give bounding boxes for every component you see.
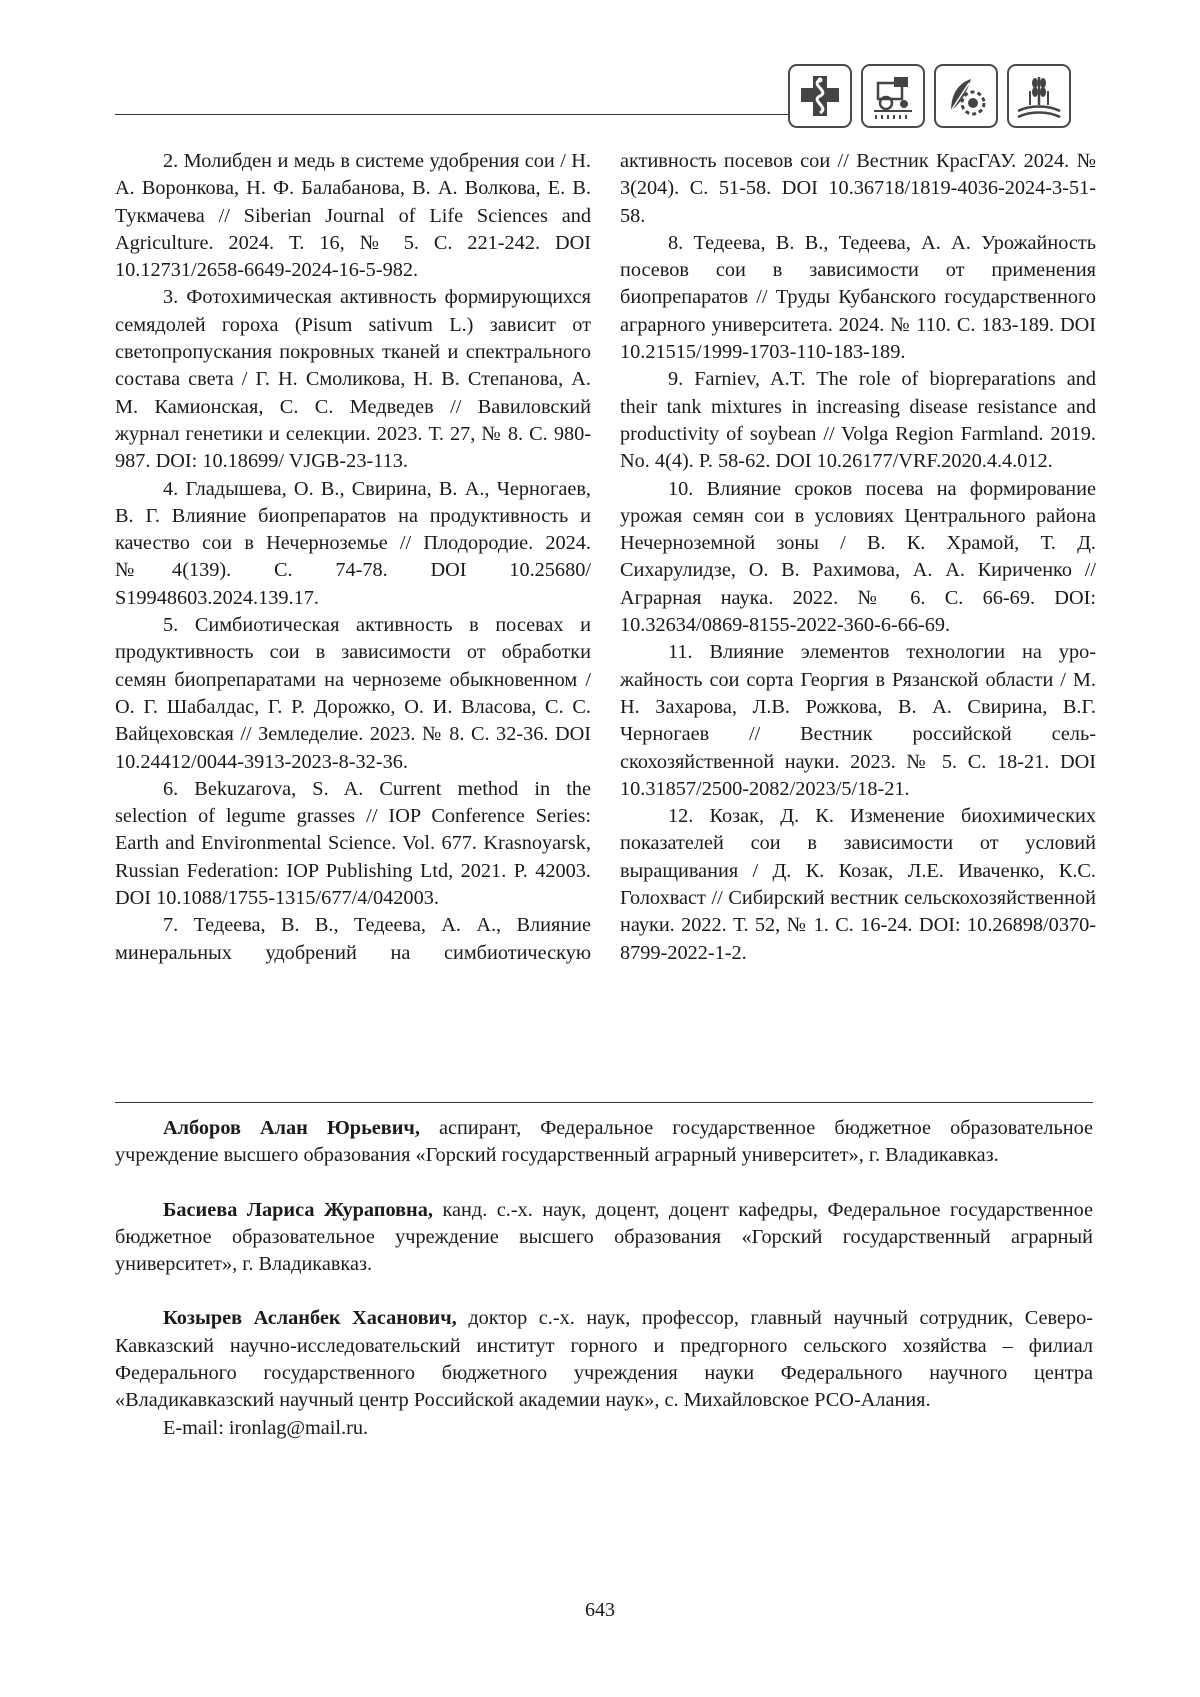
page-number: 643 bbox=[585, 1599, 615, 1621]
reference-item: 9. Farniev, A.T. The role of biopreparations and their tank mixtures in increasing disease resistance and productivity of soybean // Volga Region Farmland. 2019. No. 4(4). P. 58-62. DOI 10.26177/VRF.2020.4.4.012. bbox=[620, 368, 1096, 473]
header-icons bbox=[788, 64, 1071, 128]
author-entry bbox=[115, 1115, 1093, 1170]
reference-item: 11. Влияние элементов технологии на урожайность сои сорта Георгия в Рязанской области / М. Н. Захарова, Л.В. Рожкова, В. А. Свирина, В.Г. Черногаев // Вестник российской сельскохозяйственной науки. 2023. № 5. С. 18-21. DOI 10.31857/2500-2082/2023/5/18-21. bbox=[620, 641, 1096, 800]
reference-item: 8. Тедеева, В. В., Тедеева, А. А. Урожайность посевов сои в зависимости от применения биопрепаратов // Труды Кубанского государственного аграрного университета. 2024. № 110. С. 183-189. DOI 10.21515/1999-1703-110-183-189. bbox=[620, 231, 1096, 364]
references-column-left bbox=[115, 148, 591, 967]
author-entry bbox=[115, 1305, 1093, 1414]
reference-item-continuation: активность посевов сои // Вестник КрасГАУ. 2024. № 3(204). С. 51-58. DOI 10.36718/1819-4036-2024-3-51-58. bbox=[620, 150, 1096, 227]
author-name: Алборов Алан Юрьевич, bbox=[163, 1117, 420, 1139]
contact-email: E-mail: ironlag@mail.ru. bbox=[163, 1416, 369, 1439]
author-entry bbox=[115, 1197, 1093, 1279]
author-details: канд. с.-х. наук, доцент, доцент кафедры, Федеральное государственное бюджетное образовательное учреждение высшего образования «Горский государственный аграрный университет», г. Владикавказ. bbox=[115, 1198, 1094, 1276]
author-name: Басиева Лариса Жураповна, bbox=[163, 1198, 433, 1221]
header-rule bbox=[115, 114, 795, 115]
author-name: Козырев Асланбек Хасанович, bbox=[163, 1307, 457, 1330]
reference-item: 6. Bekuzarova, S. A. Current method in the selection of legume grasses // IOP Conference Series: Earth and Environmental Science. Vol. 677. Krasnoyarsk, Russian Federation: IOP Publishing Ltd, 2021. P. 42003. DOI 10.1088/1755-1315/677/4/042003. bbox=[115, 777, 591, 910]
medical-cross-snake-icon bbox=[788, 64, 852, 128]
reference-item: 7. Тедеева, В. В., Тедеева, А. А., Влияние минеральных удобрений на симбиотическую bbox=[115, 914, 591, 964]
wheat-field-icon bbox=[1007, 64, 1071, 128]
reference-item: 12. Козак, Д. К. Изменение биохимических показателей сои в зависимости от условий выращивания / Д. К. Козак, Л.Е. Иваченко, К.С. Голохваст // Сибирский вестник сельскохозяйственной науки. 2022. Т. 52, № 1. С. 16-24. DOI: 10.26898/0370-8799-2022-1-2. bbox=[620, 805, 1096, 964]
reference-item: 3. Фотохимическая активность формирующихся семядолей гороха (Pisum sativum L.) зависит от светопропускания покровных тканей и спектрального состава света / Г. Н. Смоликова, Н. В. Степанова, А. М. Камионская, С. С. Медведев // Вавиловский журнал генетики и селекции. 2023. Т. 27, № 8. С. 980-987. DOI: 10.18699/ VJGB-23-113. bbox=[115, 286, 591, 473]
author-details: доктор с.-х. наук, профессор, главный научный сотрудник, Северо-Кавказский научно-исследовательский институт горного и предгорного сельского хозяйства – филиал Федерального государственного бюджетного учреждения науки Федерального научного центра «Владикавказский научный центр Российской академии наук», с. Михайловское РСО-Алания. bbox=[115, 1307, 1094, 1412]
reference-item: 2. Молибден и медь в системе удобрения сои / Н. А. Воронкова, Н. Ф. Балабанова, В. А. Волкова, Е. В. Тукмачева // Siberian Journal of Life Sciences and Agriculture. 2024. Т. 16, № 5. С. 221-242. DOI 10.12731/2658-6649-2024-16-5-982. bbox=[115, 150, 591, 282]
reference-item: 5. Симбиотическая активность в посевах и продуктивность сои в зависимости от обработки семян биопрепаратами на черноземе обыкновенном / О. Г. Шабалдас, Г. Р. Дорожко, О. И. Власова, С. С. Вайцеховская // Земледелие. 2023. № 8. С. 32-36. DOI 10.24412/0044-3913-2023-8-32-36. bbox=[115, 614, 591, 773]
combine-harvester-icon bbox=[861, 64, 925, 128]
author-info-section bbox=[115, 1115, 1093, 1442]
plant-leaf-gear-icon bbox=[934, 64, 998, 128]
reference-item: 10. Влияние сроков посева на формирование урожая семян сои в условиях Центрального района Нечерноземной зоны / В. К. Храмой, Т. Д. Сихарулидзе, О. В. Рахимова, А. А. Кириченко // Аграрная наука. 2022. № 6. С. 66-69. DOI: 10.32634/0869-8155-2022-360-6-66-69. bbox=[620, 477, 1096, 637]
section-divider bbox=[115, 1102, 1093, 1103]
author-details: аспирант, Федеральное государственное бюджетное образовательное учреждение высшего образования «Горский государственный аграрный университет», г. Владикавказ. bbox=[115, 1117, 1093, 1167]
reference-item: 4. Гладышева, О. В., Свирина, В. А., Черногаев, В. Г. Влияние биопрепаратов на продуктивность и качество сои в Нечерноземье // Плодородие. 2024. №4(139). С. 74-78. DOI 10.25680/ S19948603.2024.139.17. bbox=[115, 477, 591, 609]
references-column-right bbox=[620, 148, 1096, 967]
